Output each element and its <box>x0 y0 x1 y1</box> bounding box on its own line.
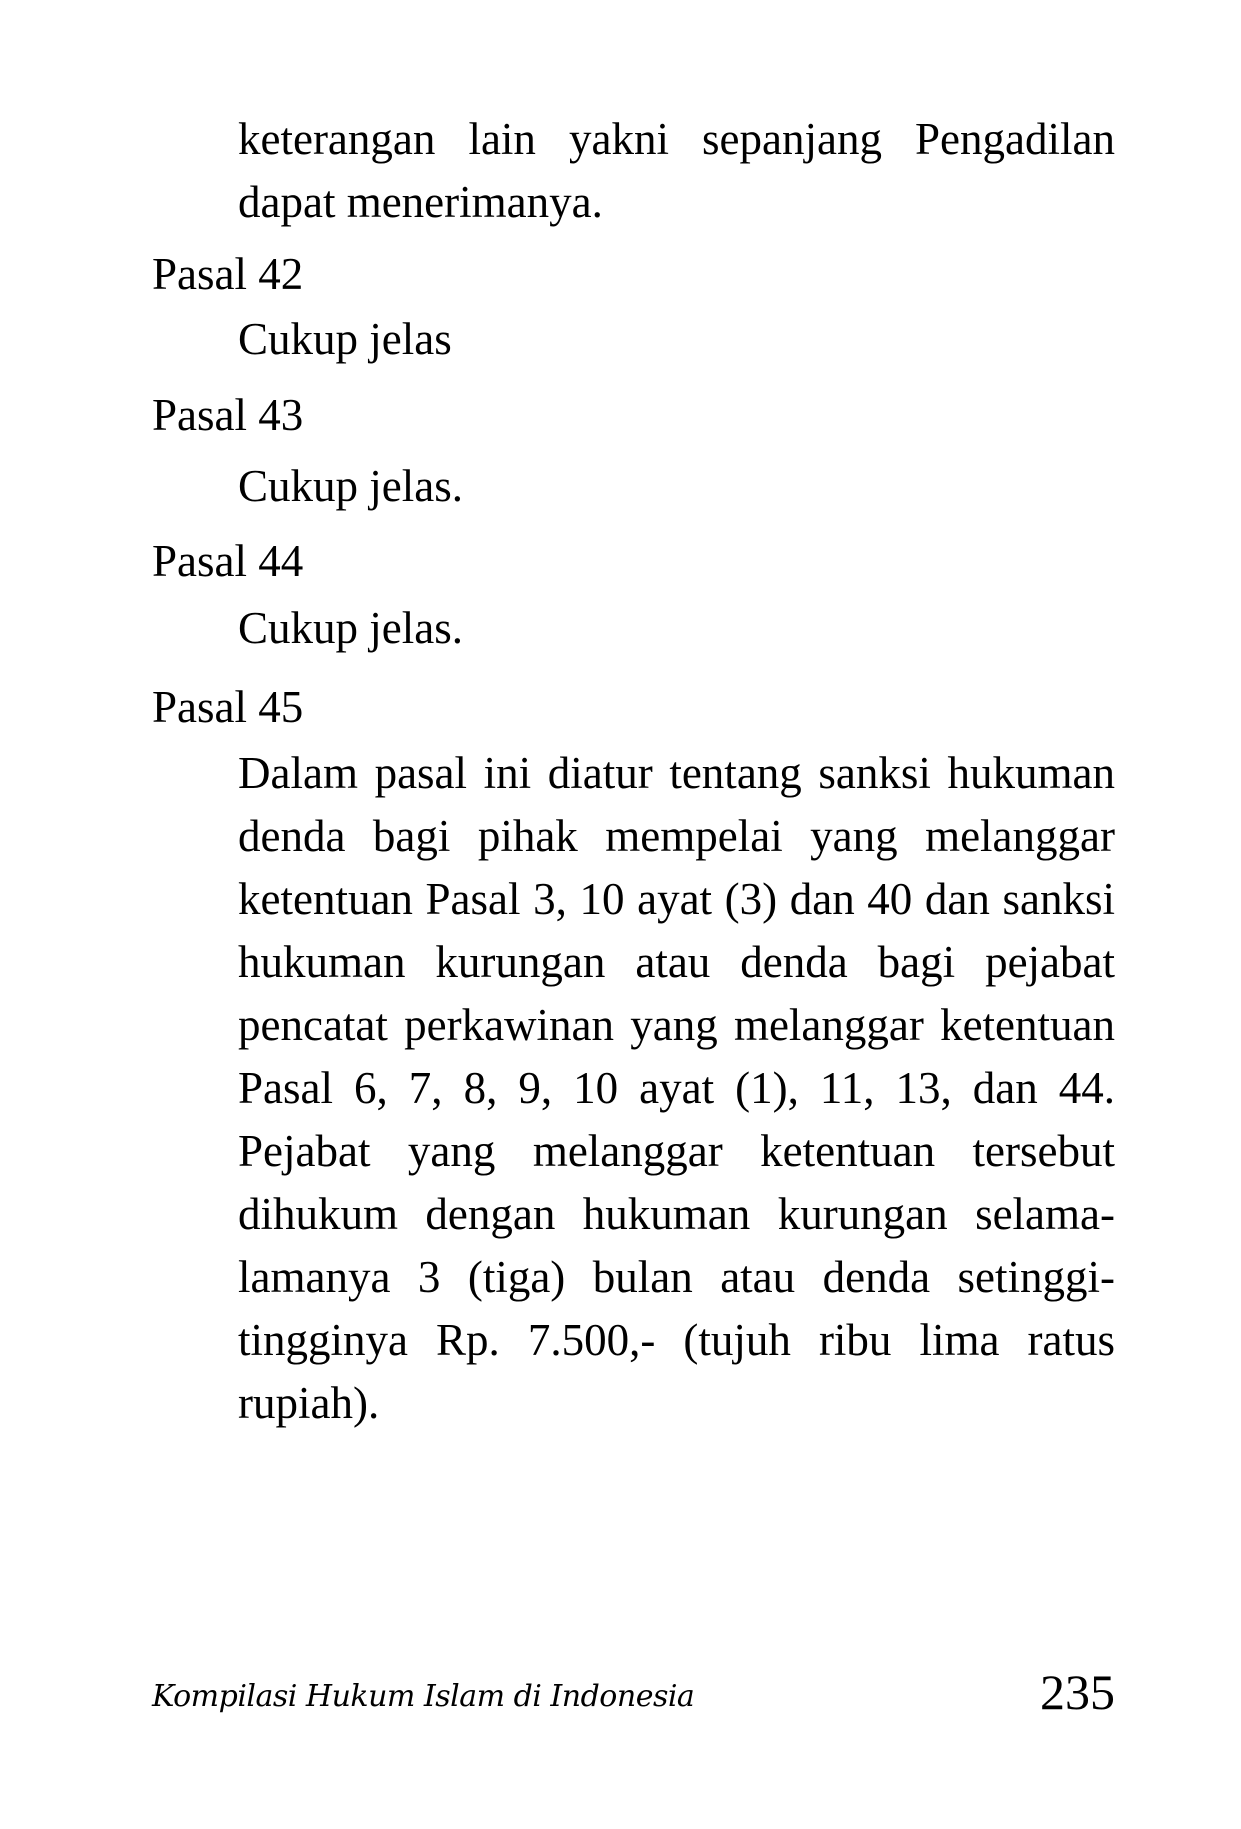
pasal-45-line: rupiah). <box>238 1378 380 1428</box>
pasal-45-line: denda bagi pihak mempelai yang melanggar <box>238 811 1115 861</box>
pasal-43-text: Cukup jelas. <box>238 461 463 511</box>
pasal-45-line: ketentuan Pasal 3, 10 ayat (3) dan 40 dan sanksi <box>238 874 1115 924</box>
pasal-45-line: Pasal 6, 7, 8, 9, 10 ayat (1), 11, 13, dan 44. <box>238 1063 1115 1113</box>
intro-paragraph <box>238 108 1115 234</box>
pasal-45-line: tingginya Rp. 7.500,- (tujuh ribu lima ratus <box>238 1315 1115 1365</box>
pasal-45-line: pencatat perkawinan yang melanggar ketentuan <box>238 1000 1115 1050</box>
pasal-43-heading: Pasal 43 <box>152 390 304 440</box>
pasal-45-line: dihukum dengan hukuman kurungan selama- <box>238 1189 1115 1239</box>
intro-line: dapat menerimanya. <box>238 177 603 227</box>
pasal-45-line: hukuman kurungan atau denda bagi pejabat <box>238 937 1115 987</box>
running-footer-book-title: Kompilasi Hukum Islam di Indonesia <box>152 1679 695 1714</box>
pasal-44-heading: Pasal 44 <box>152 536 304 586</box>
page-number: 235 <box>1040 1664 1115 1720</box>
pasal-42-heading: Pasal 42 <box>152 249 304 299</box>
pasal-45-line: lamanya 3 (tiga) bulan atau denda setinggi- <box>238 1252 1115 1302</box>
intro-line: keterangan lain yakni sepanjang Pengadilan <box>238 114 1115 164</box>
pasal-45-paragraph <box>238 742 1115 1435</box>
pasal-45-line: Pejabat yang melanggar ketentuan tersebut <box>238 1126 1115 1176</box>
pasal-42-text: Cukup jelas <box>238 314 452 364</box>
pasal-45-line: Dalam pasal ini diatur tentang sanksi hukuman <box>238 748 1115 798</box>
pasal-44-text: Cukup jelas. <box>238 603 463 653</box>
pasal-45-heading: Pasal 45 <box>152 682 304 732</box>
